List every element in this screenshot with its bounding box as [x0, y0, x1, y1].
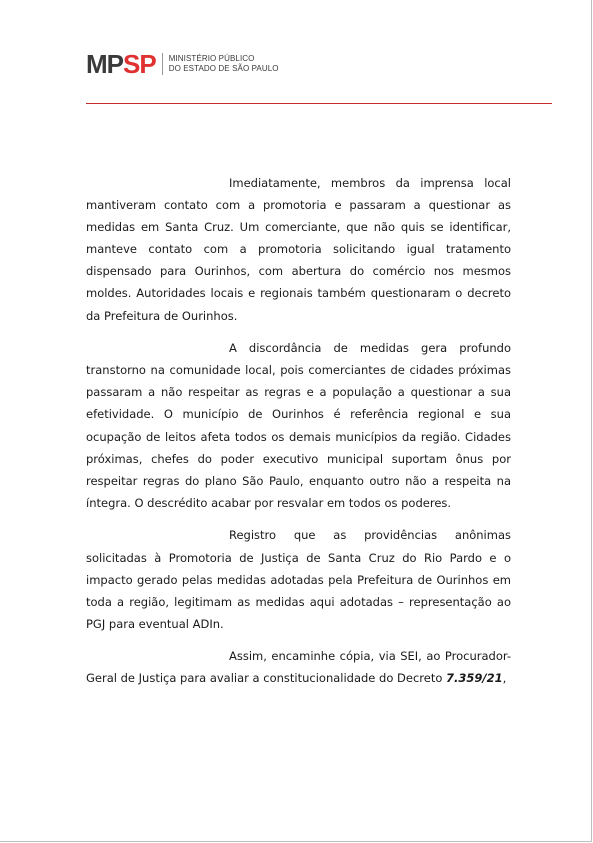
- logo-mp-letters: MP: [86, 49, 123, 79]
- paragraph-registration: Registro que as providências anônimas solicitadas à Promotoria de Justiça de Santa Cruz do Rio Pardo e o impacto gerado pelas medidas adotadas pela Prefeitura de Ourinhos em toda a região, legitimam as medidas aqui adotadas – representação ao PGJ para eventual ADIn.: [86, 528, 511, 631]
- organization-name-line2: DO ESTADO DE SÃO PAULO: [168, 64, 279, 73]
- paragraph-press-contact: Imediatamente, membros da imprensa local mantiveram contato com a promotoria e passaram a questionar as medidas em Santa Cruz. Um comerciante, que não quis se identificar, manteve contato com a promotoria solicitando igual tratamento dispensado para Ourinhos, com abertura do comércio nos mesmos moldes. Autoridades locais e regionais também questionaram o decreto da Prefeitura de Ourinhos.: [86, 176, 511, 323]
- decree-number: 7.359/21: [446, 671, 503, 686]
- forwarding-text: Assim, encaminhe cópia, via SEI, ao Procurador-Geral de Justiça para avaliar a constitucionalidade do Decreto: [86, 649, 511, 686]
- logo-sp-letters: SP: [123, 49, 156, 79]
- header-rule: [86, 103, 552, 104]
- organization-name-line1: MINISTÉRIO PÚBLICO: [168, 54, 255, 63]
- document-body: [86, 172, 511, 690]
- logo-divider: [162, 53, 163, 75]
- paragraph-forwarding: [86, 645, 511, 689]
- organization-name: [169, 54, 279, 74]
- mpsp-logo: [86, 51, 279, 77]
- paragraph-discordance: A discordância de medidas gera profundo transtorno na comunidade local, pois comerciantes de cidades próximas passaram a não respeitar as regras e a população a questionar a sua efetividade. O município de Ourinhos é referência regional e sua ocupação de leitos afeta todos os demais municípios da região. Cidades próximas, chefes do poder executivo municipal suportam ônus por respeitar regras do plano São Paulo, enquanto outro não a respeita na íntegra. O descrédito acabar por resvalar em todos os poderes.: [86, 341, 511, 510]
- forwarding-punctuation: ,: [502, 671, 507, 686]
